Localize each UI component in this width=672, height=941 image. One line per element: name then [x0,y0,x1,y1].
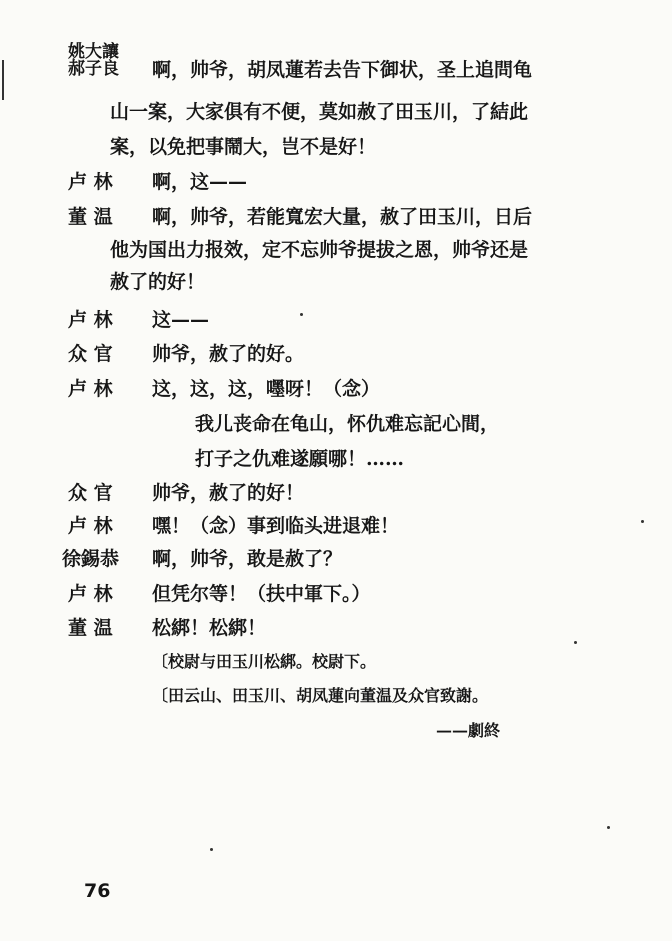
dialogue-line-15: 但凭尔等！（扶中軍下。） [152,583,371,605]
speaker-14: 徐錫恭 [62,548,120,570]
speaker-line-1: 姚大讓 [68,42,119,62]
dialogue-line-2: 案，以免把事鬧大，岂不是好！ [110,136,377,158]
play-ending: ——劇終 [436,721,501,740]
dialogue-line-5: 他为国出力报效，定不忘帅爷提拔之恩，帅爷还是 [110,239,529,261]
dialogue-line-1: 山一案，大家俱有不便，莫如赦了田玉川，了結此 [110,101,529,123]
speaker-line-2: 郝子良 [68,59,119,79]
scan-speck [300,313,303,316]
speaker-3: 卢 林 [68,171,113,193]
dialogue-line-4: 啊，帅爷，若能寬宏大量，赦了田玉川，日后 [152,206,533,228]
scan-speck [607,826,610,829]
dialogue-line-12: 帅爷，赦了的好！ [152,482,305,504]
scan-speck [641,520,644,523]
verse-line-10: 我儿丧命在龟山，怀仇难忘記心間， [195,413,500,435]
speaker-8: 众 官 [68,343,113,365]
speaker-7: 卢 林 [68,309,113,331]
speaker-15: 卢 林 [68,583,113,605]
dialogue-line-13: 嘿！（念）事到临头进退难！ [152,515,400,537]
dialogue-line-0: 啊，帅爷，胡凤蓮若去告下御状，圣上追問龟 [152,59,533,81]
dialogue-line-7: 这—— [152,309,210,331]
speaker-yao-hao [68,44,119,78]
dialogue-line-16: 松綁！松綁！ [152,617,267,639]
dialogue-line-14: 啊，帅爷，敢是赦了？ [152,548,343,570]
dialogue-line-8: 帅爷，赦了的好。 [152,343,305,365]
dialogue-line-6: 赦了的好！ [110,271,206,293]
scan-speck [210,848,213,851]
scan-speck [574,641,577,644]
speaker-13: 卢 林 [68,515,113,537]
stage-direction-1: 〔田云山、田玉川、胡凤蓮向董温及众官致謝。 [152,686,489,705]
speaker-12: 众 官 [68,482,113,504]
verse-line-11: 打子之仇难遂願哪！…… [195,448,405,470]
page-number: 76 [84,880,111,902]
dialogue-line-3: 啊，这—— [152,171,248,193]
speaker-16: 董 温 [68,617,113,639]
speaker-4: 董 温 [68,206,113,228]
stage-direction-0: 〔校尉与田玉川松綁。校尉下。 [152,652,377,671]
scan-edge-mark [2,60,4,100]
speaker-9: 卢 林 [68,378,113,400]
dialogue-line-9: 这，这，这，嚜呀！（念） [152,378,381,400]
